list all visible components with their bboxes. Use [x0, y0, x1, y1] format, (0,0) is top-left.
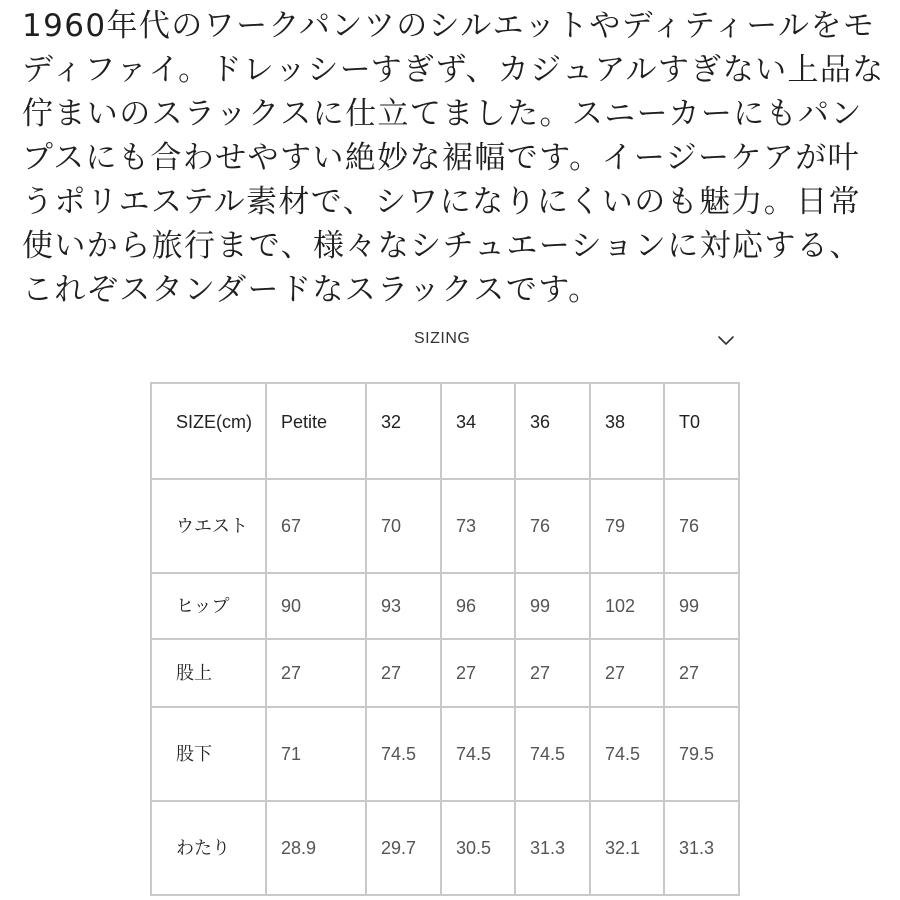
- table-cell: 29.7: [366, 801, 441, 895]
- header-cell: 34: [441, 383, 515, 479]
- row-label: 股上: [151, 639, 266, 707]
- table-cell: 74.5: [441, 707, 515, 801]
- row-label: ヒップ: [151, 573, 266, 639]
- sizing-accordion-header[interactable]: [0, 328, 900, 358]
- header-cell: 36: [515, 383, 590, 479]
- table-cell: 90: [266, 573, 366, 639]
- table-row: [151, 479, 739, 573]
- table-cell: 102: [590, 573, 664, 639]
- table-cell: 76: [664, 479, 739, 573]
- table-cell: 76: [515, 479, 590, 573]
- product-description: 1960年代のワークパンツのシルエットやディティールをモディファイ。ドレッシーすぎず、カジュアルすぎない上品な佇まいのスラックスに仕立てました。スニーカーにもパンプスにも合わせやすい絶妙な裾幅です。イージーケアが叶うポリエステル素材で、シワになりにくいのも魅力。日常使いから旅行まで、様々なシチュエーションに対応する、これぞスタンダードなスラックスです。: [22, 8, 885, 308]
- table-cell: 93: [366, 573, 441, 639]
- table-cell: 70: [366, 479, 441, 573]
- row-label: 股下: [151, 707, 266, 801]
- table-cell: 74.5: [590, 707, 664, 801]
- table-cell: 74.5: [366, 707, 441, 801]
- table-row: [151, 639, 739, 707]
- table-row: [151, 707, 739, 801]
- chevron-down-icon[interactable]: [716, 330, 736, 350]
- table-cell: 99: [664, 573, 739, 639]
- row-label: わたり: [151, 801, 266, 895]
- sizing-label: SIZING: [414, 330, 471, 347]
- row-label: ウエスト: [151, 479, 266, 573]
- table-cell: 96: [441, 573, 515, 639]
- table-row: [151, 573, 739, 639]
- table-cell: 27: [664, 639, 739, 707]
- table-cell: 31.3: [515, 801, 590, 895]
- table-cell: 67: [266, 479, 366, 573]
- header-cell: SIZE(cm): [151, 383, 266, 479]
- table-cell: 28.9: [266, 801, 366, 895]
- table-cell: 27: [590, 639, 664, 707]
- table-cell: 79: [590, 479, 664, 573]
- table-cell: 27: [515, 639, 590, 707]
- table-cell: 74.5: [515, 707, 590, 801]
- table-cell: 32.1: [590, 801, 664, 895]
- header-cell: 32: [366, 383, 441, 479]
- table-cell: 27: [266, 639, 366, 707]
- table-cell: 79.5: [664, 707, 739, 801]
- header-cell: Petite: [266, 383, 366, 479]
- size-table: [150, 382, 740, 896]
- table-cell: 30.5: [441, 801, 515, 895]
- table-cell: 27: [441, 639, 515, 707]
- table-cell: 71: [266, 707, 366, 801]
- header-cell: 38: [590, 383, 664, 479]
- table-cell: 99: [515, 573, 590, 639]
- table-cell: 73: [441, 479, 515, 573]
- table-cell: 31.3: [664, 801, 739, 895]
- table-row: [151, 801, 739, 895]
- table-cell: 27: [366, 639, 441, 707]
- header-cell: T0: [664, 383, 739, 479]
- table-header-row: [151, 383, 739, 479]
